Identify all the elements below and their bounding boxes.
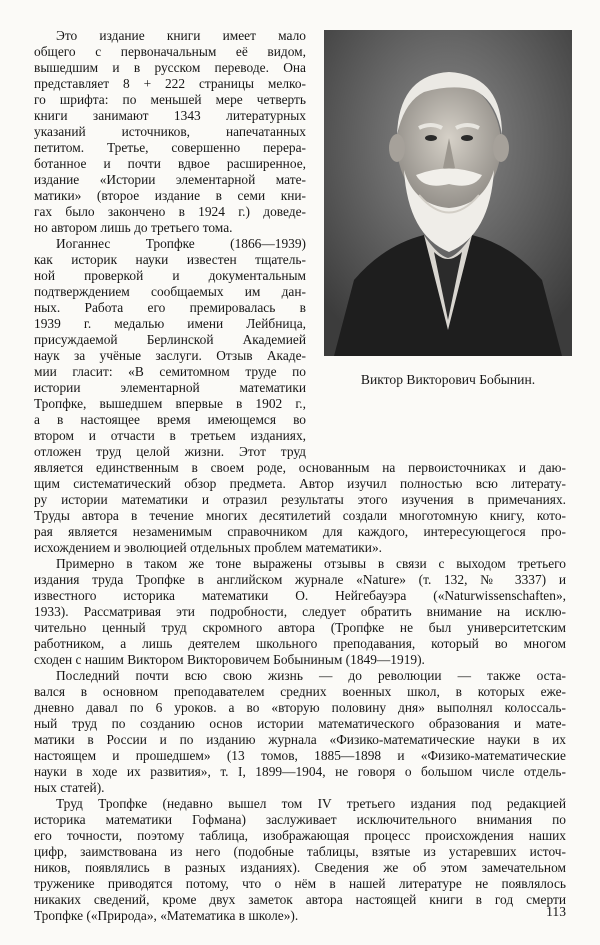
text-line: Иоганнес Тропфке (1866—1939) <box>56 236 306 251</box>
text-line: представляет 8 + 222 страницы мелко- <box>34 76 306 91</box>
text-line: Это издание книги имеет мало <box>56 28 306 43</box>
text-line: ных статей). <box>34 780 105 795</box>
portrait-photo <box>324 30 572 356</box>
text-line: втором и отчасти в третьем изданиях, <box>34 428 306 443</box>
text-line: вышедшим и в русском переводе. Она <box>34 60 306 75</box>
text-line: исхождением и эволюцией отдельных проблем математики». <box>34 540 382 555</box>
text-line: работником, а лишь деятелем школьного преподавания, который во многом <box>34 636 566 651</box>
text-line: вался в основном преподавателем средних военных школ, в которых еже- <box>34 684 566 699</box>
text-line: сходен с нашим Виктором Викторовичем Бобыниным (1849—1919). <box>34 652 425 667</box>
text-line: матики в России и по изданию журнала «Физико-математические науки в их <box>34 732 566 747</box>
text-line: гах было закончено в 1924 г.) доведе- <box>34 204 306 219</box>
text-line: ных. Работа его премировалась в <box>34 300 306 315</box>
text-line: общего с первоначальным её видом, <box>34 44 306 59</box>
text-line: а в настоящее время имеющемся во <box>34 412 306 427</box>
text-line: Примерно в таком же тоне выражены отзывы в связи с выходом третьего <box>56 556 566 571</box>
text-line: Последний почти всю свою жизнь — до революции — также оста- <box>56 668 566 683</box>
text-line: труженике приводятся потому, что о нём в нашей литературе не появлялось <box>34 876 566 891</box>
text-line: дневно давал по 6 уроков. а во «вторую половину дня» выполнял колоссаль- <box>34 700 566 715</box>
text-line: настоящем и прошедшем» (13 томов, 1885—1898 и «Физико-математические <box>34 748 566 763</box>
text-line: мии гласит: «В семитомном труде по <box>34 364 306 379</box>
text-line: подтверждением сообщаемых им дан- <box>34 284 306 299</box>
portrait-illustration <box>324 30 572 356</box>
text-line: известного историка математики О. Нейгебауэра («Naturwissenschaften», <box>34 588 566 603</box>
text-line: Тропфке, вышедшем впервые в 1902 г., <box>34 396 306 411</box>
text-line: Труд Тропфке (недавно вышел том IV третьего издания под редакцией <box>56 796 566 811</box>
text-line: как историк науки известен тщатель- <box>34 252 306 267</box>
text-line: петитом. Третье, совершенно перера- <box>34 140 306 155</box>
text-line: ру истории математики и отразил результаты этого изучения в примечаниях. <box>34 492 566 507</box>
text-line: матики» (второе издание в семи кни- <box>34 188 306 203</box>
text-line: истории элементарной математики <box>34 380 306 395</box>
text-line: историка математики Гофмана) заслуживает исключительного внимания по <box>34 812 566 827</box>
text-line: ной проверкой и документальным <box>34 268 306 283</box>
text-line: никаких сведений, кроме двух заметок автора настоящей книги в год смерти <box>34 892 566 907</box>
photo-caption: Виктор Викторович Бобынин. <box>360 372 536 387</box>
page-number: 113 <box>546 904 566 919</box>
text-line: Тропфке («Природа», «Математика в школе»). <box>34 908 299 923</box>
text-line: его точности, поэтому таблица, изображающая процесс происхождения наших <box>34 828 566 843</box>
text-line: является единственным в своем роде, основанным на первоисточниках и даю- <box>34 460 566 475</box>
text-line: рая является незаменимым справочником для каждого, интересующегося про- <box>34 524 566 539</box>
text-line: наук за учёные заслуги. Отзыв Акаде- <box>34 348 306 363</box>
text-line: ников, появлялись в разных изданиях). Сведения же об этом замечательном <box>34 860 566 875</box>
text-line: науки в ходе их развития», т. I, 1899—1904, не говоря о большом числе отдель- <box>34 764 566 779</box>
text-line: го шрифта: по меньшей мере четверть <box>34 92 306 107</box>
text-line: ботанное и почти вдвое расширенное, <box>34 156 306 171</box>
text-line: чительно ценный труд скромного автора (Тропфке не был университетским <box>34 620 566 635</box>
text-line: 1933). Рассматривая эти подробности, следует обратить внимание на исклю- <box>34 604 566 619</box>
text-line: Труды автора в течение многих десятилетий создали многотомную книгу, кото- <box>34 508 566 523</box>
text-line: но автором лишь до третьего тома. <box>34 220 233 235</box>
text-line: 1939 г. медалью имени Лейбница, <box>34 316 306 331</box>
text-line: указаний источников, напечатанных <box>34 124 306 139</box>
text-line: издания труда Тропфке в английском журнале «Nature» (т. 132, № 3337) и <box>34 572 566 587</box>
text-line: щим систематический обзор предмета. Автор изучил полностью всю литерату- <box>34 476 566 491</box>
text-line: издание «Истории элементарной мате- <box>34 172 306 187</box>
text-line: цифр, заимствована из него (подобные таблицы, взятые из устаревших источ- <box>34 844 566 859</box>
text-line: ный труд по созданию основ истории математического образования и мате- <box>34 716 566 731</box>
text-line: присуждаемой Берлинской Академией <box>34 332 306 347</box>
text-line: отложен труд целой жизни. Этот труд <box>34 444 306 459</box>
text-line: книги занимают 1343 литературных <box>34 108 306 123</box>
